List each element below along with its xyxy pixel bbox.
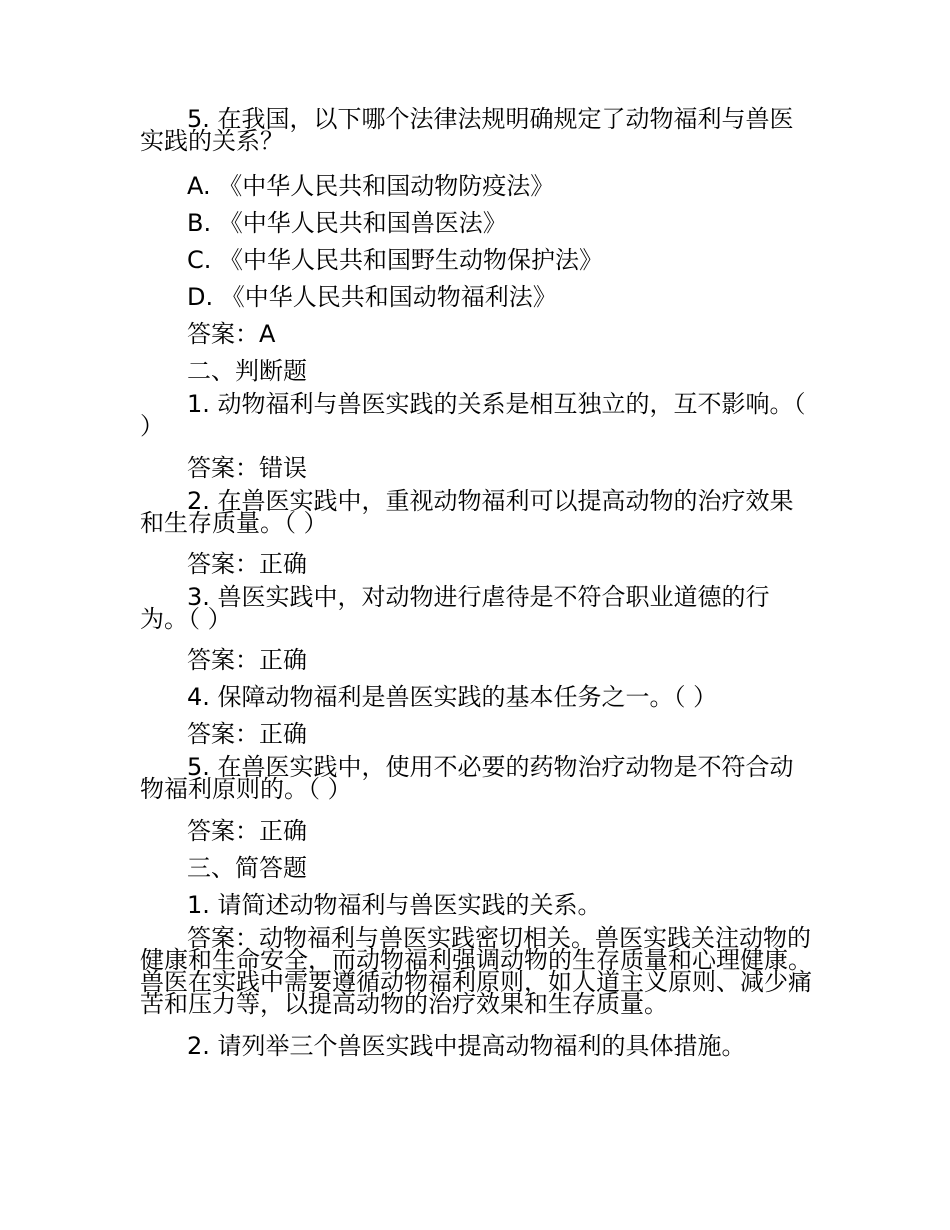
mc-question-5: 5. 在我国，以下哪个法律法规明确规定了动物福利与兽医实践的关系？ (140, 105, 794, 155)
tf-answer-4: 答案：正确 (187, 720, 307, 748)
tf-answer-1: 答案：错误 (187, 454, 307, 482)
sa-answer-1: 答案：动物福利与兽医实践密切相关。兽医实践关注动物的健康和生命安全，而动物福利强调动物的生存质量和心理健康。兽医在实践中需要遵循动物福利原则，如人道主义原则、减少痛苦和压力等，以提高动物的治疗效果和生存质量。 (140, 924, 812, 1018)
mc-option-b: B. 《中华人民共和国兽医法》 (187, 209, 507, 237)
tf-question-5: 5. 在兽医实践中，使用不必要的药物治疗动物是不符合动物福利原则的。（ ） (140, 753, 794, 803)
section-title-short-answer: 三、简答题 (187, 854, 307, 882)
mc-option-d: D. 《中华人民共和国动物福利法》 (187, 283, 557, 311)
mc-answer-5: 答案：A (187, 320, 276, 348)
tf-question-1: 1. 动物福利与兽医实践的关系是相互独立的，互不影响。（ ） (140, 390, 806, 440)
section-title-true-false: 二、判断题 (187, 357, 307, 385)
tf-answer-3: 答案：正确 (187, 646, 307, 674)
tf-question-4: 4. 保障动物福利是兽医实践的基本任务之一。（ ） (187, 683, 718, 711)
tf-question-2: 2. 在兽医实践中，重视动物福利可以提高动物的治疗效果和生存质量。（ ） (140, 487, 794, 537)
sa-question-2: 2. 请列举三个兽医实践中提高动物福利的具体措施。 (187, 1032, 746, 1060)
tf-question-3: 3. 兽医实践中，对动物进行虐待是不符合职业道德的行为。（ ） (140, 583, 770, 633)
tf-answer-5: 答案：正确 (187, 817, 307, 845)
tf-answer-2: 答案：正确 (187, 550, 307, 578)
mc-option-c: C. 《中华人民共和国野生动物保护法》 (187, 246, 604, 274)
mc-option-a: A. 《中华人民共和国动物防疫法》 (187, 172, 555, 200)
sa-question-1: 1. 请简述动物福利与兽医实践的关系。 (187, 891, 602, 919)
